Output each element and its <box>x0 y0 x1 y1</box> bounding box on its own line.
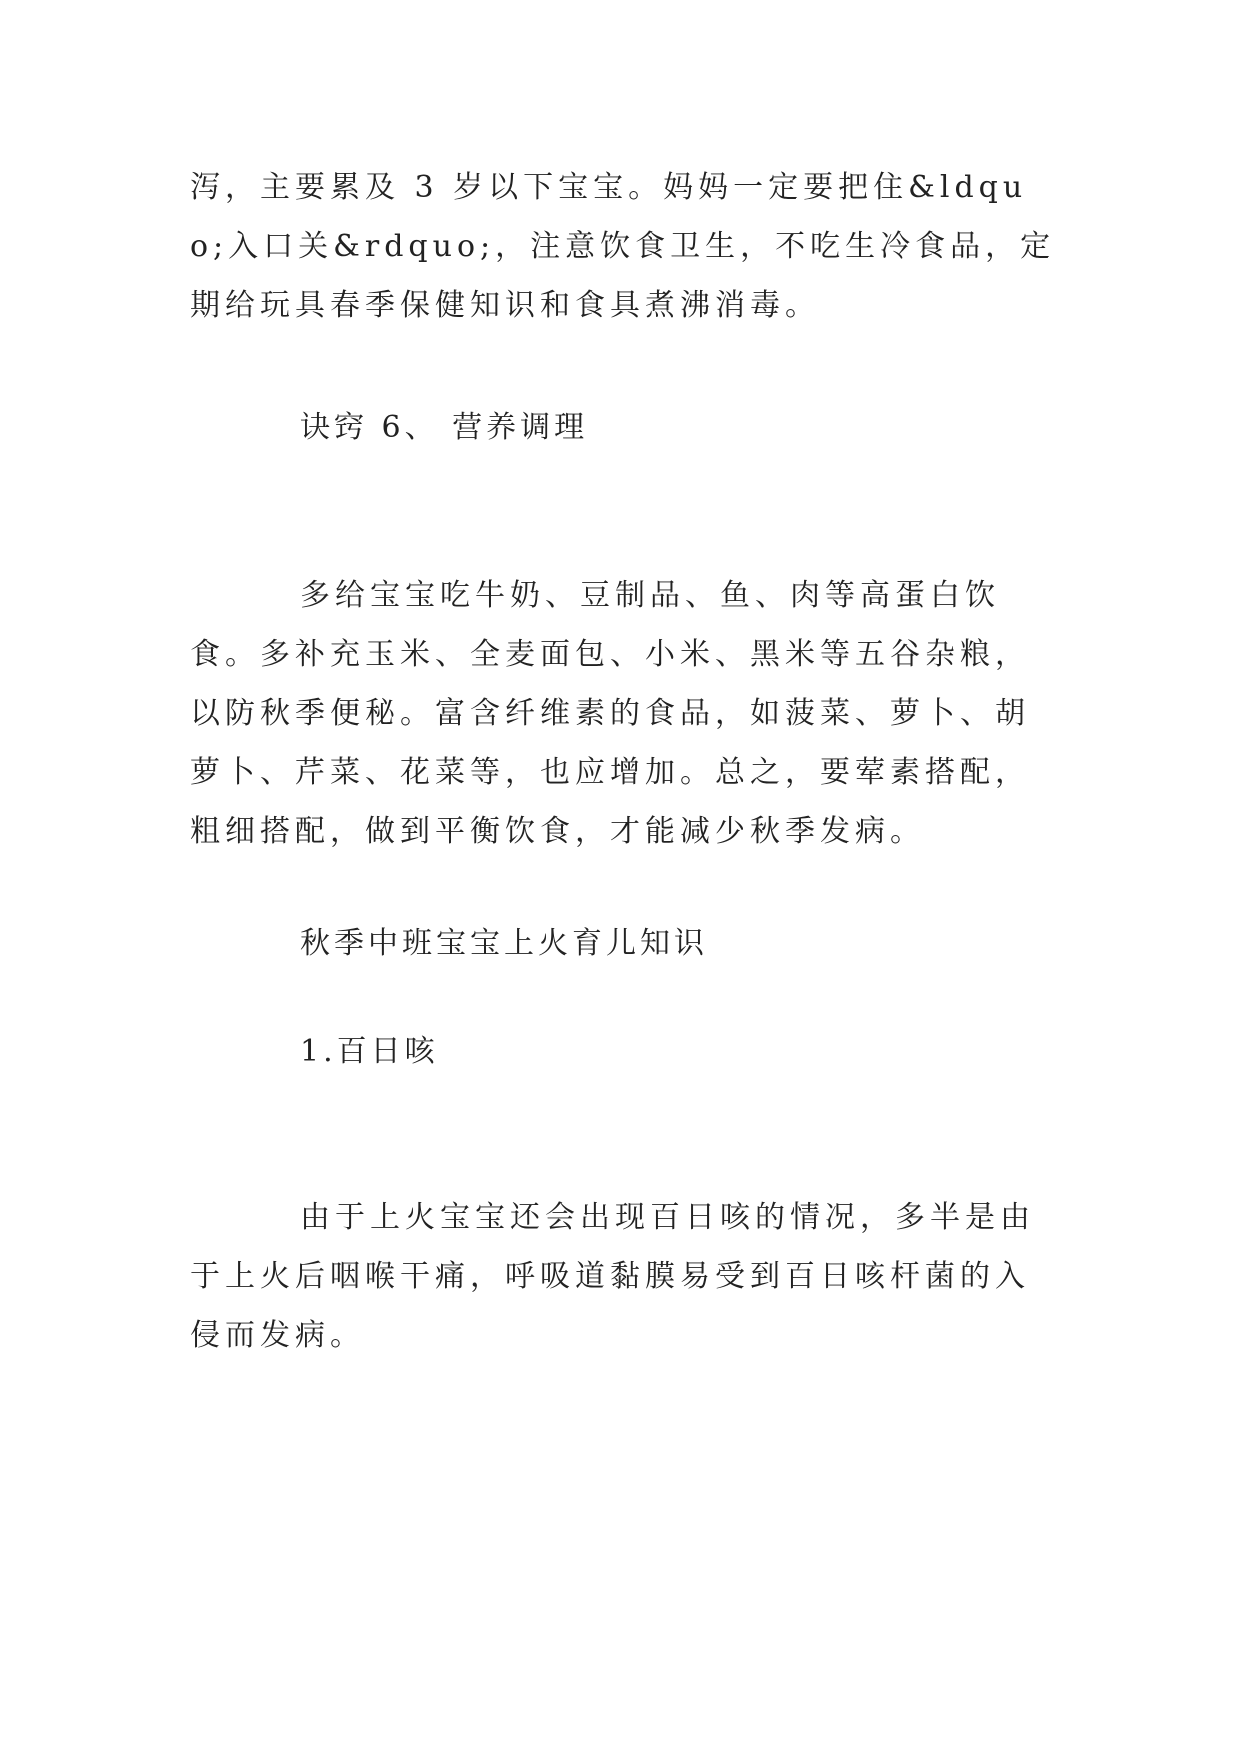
section-heading-nutrition: 诀窍 6、 营养调理 <box>300 410 589 445</box>
paragraph-whooping-cough: 由于上火宝宝还会出现百日咳的情况，多半是由于上火后咽喉干痛，呼吸道黏膜易受到百日咳杆菌的入侵而发病。 <box>190 1200 1035 1353</box>
paragraph-hygiene: 泻，主要累及 3 岁以下宝宝。妈妈一定要把住&ldquo;入口关&rdquo;，注意饮食卫生，不吃生冷食品，定期给玩具春季保健知识和食具煮沸消毒。 <box>190 170 1056 323</box>
paragraph-nutrition: 多给宝宝吃牛奶、豆制品、鱼、肉等高蛋白饮食。多补充玉米、全麦面包、小米、黑米等五谷杂粮，以防秋季便秘。富含纤维素的食品，如菠菜、萝卜、胡萝卜、芹菜、花菜等，也应增加。总之，要荤素搭配，粗细搭配，做到平衡饮食，才能减少秋季发病。 <box>190 578 1030 849</box>
subheading-whooping-cough: 1.百日咳 <box>300 1034 439 1069</box>
section-heading-autumn-fire: 秋季中班宝宝上火育儿知识 <box>300 926 708 961</box>
